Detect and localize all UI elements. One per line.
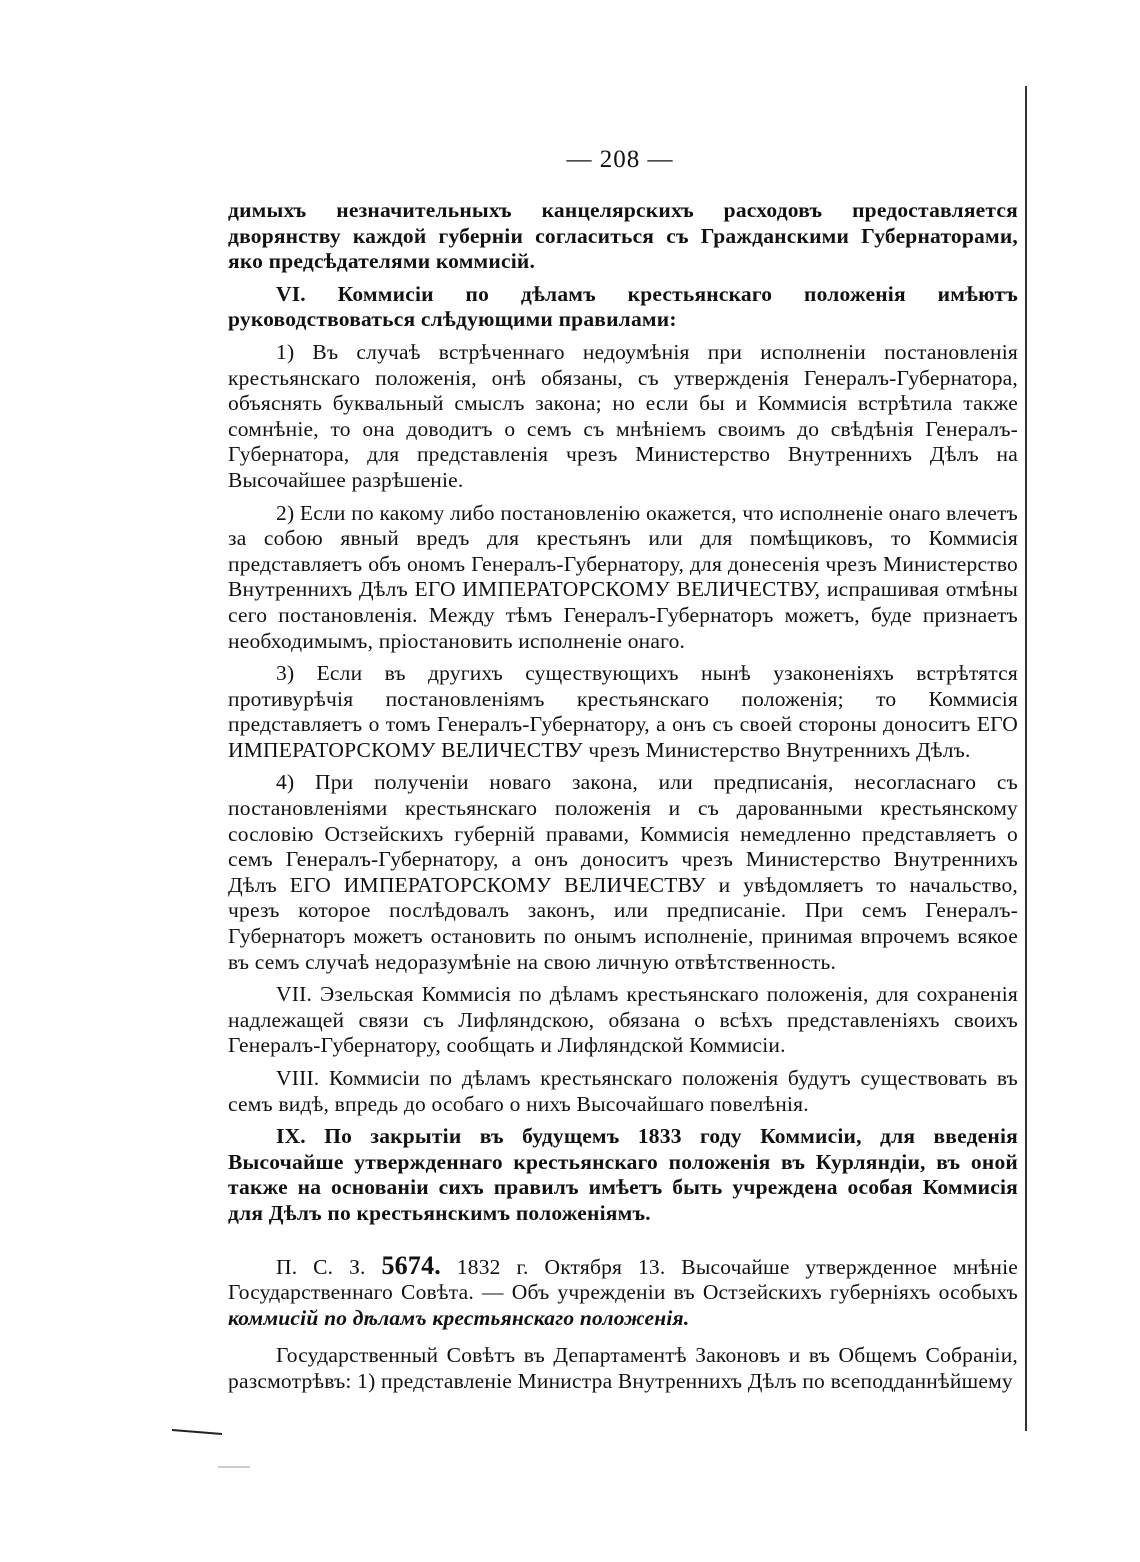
section-viii: VIII. Коммисіи по дѣламъ крестьянскаго положенія будутъ существовать въ семъ видѣ, впредь до особаго о нихъ Высочайшаго повелѣнія.	[228, 1066, 1018, 1116]
law-number: 5674.	[381, 1250, 441, 1280]
law-subject: коммисій по дѣламъ крестьянскаго положенія.	[228, 1305, 690, 1330]
section-vi: VI. Коммисіи по дѣламъ крестьянскаго положенія имѣютъ руководствоваться слѣдующими правилами:	[228, 281, 1018, 332]
section-vii: VII. Эзельская Коммисія по дѣламъ крестьянскаго положенія, для сохраненія надлежащей связи съ Лифляндскою, обязана о всѣхъ представленіяхъ своихъ Генералъ-Губернатору, сообщать и Лифляндской Коммисіи.	[228, 982, 1018, 1058]
paragraph-continuation: димыхъ незначительныхъ канцелярскихъ расходовъ предоставляется дворянству каждой губерніи согласиться съ Гражданскими Губернаторами, яко предсѣдателями коммисій.	[228, 198, 1018, 274]
page-number: — 208 —	[566, 146, 674, 173]
rule-4: 4) При полученіи новаго закона, или предписанія, несогласнаго съ постановленіями крестьянскаго положенія и съ дарованными крестьянскому сословію Остзейскихъ губерній правами, Коммисія немедленно представляетъ о семъ Генералъ-Губернатору, а онъ доноситъ чрезъ Министерство Внутреннихъ Дѣлъ ЕГО ИМПЕРАТОРСКОМУ ВЕЛИЧЕСТВУ и увѣдомляетъ то начальство, чрезъ которое послѣдовалъ законъ, или предписаніе. При семъ Генералъ-Губернаторъ можетъ остановить по онымъ исполненіе, принимая впрочемъ всякое въ семъ случаѣ недоразумѣніе на свою личную отвѣтственность.	[228, 770, 1018, 974]
rule-2: 2) Если по какому либо постановленію окажется, что исполненіе онаго влечетъ за собою явный вредъ для крестьянъ или для помѣщиковъ, то Коммисія представляетъ объ ономъ Генералъ-Губернатору, для донесенія чрезъ Министерство Внутреннихъ Дѣлъ ЕГО ИМПЕРАТОРСКОМУ ВЕЛИЧЕСТВУ, испрашивая отмѣны сего постановленія. Между тѣмъ Генералъ-Губернаторъ можетъ, буде признаетъ необходимымъ, пріостановить исполненіе онаго.	[228, 500, 1018, 653]
rule-1: 1) Въ случаѣ встрѣченнаго недоумѣнія при исполненіи постановленія крестьянскаго положенія, онѣ обязаны, съ утвержденія Генералъ-Губернатора, объяснять буквальный смыслъ закона; но если бы и Коммисія встрѣтила также сомнѣніе, то она доводитъ о семъ съ мнѣніемъ своимъ до свѣдѣнія Генералъ-Губернатора, для представленія чрезъ Министерство Внутреннихъ Дѣлъ на Высочайшее разрѣшеніе.	[228, 339, 1018, 492]
law-heading	[228, 1250, 1019, 1332]
law-heading-text: 1832 г. Октября 13. Высочайше утвержденное мнѣніе Государственнаго Совѣта. — Объ учрежденіи въ Остзейскихъ губерніяхъ особыхъ	[228, 1254, 1019, 1305]
final-paragraph: Государственный Совѣтъ въ Департаментѣ Законовъ и въ Общемъ Собраніи, разсмотрѣвъ: 1) представленіе Министра Внутреннихъ Дѣлъ по всеподданнѣйшему	[228, 1343, 1018, 1393]
rule-3: 3) Если въ другихъ существующихъ нынѣ узаконеніяхъ встрѣтятся противурѣчія постановленіямъ крестьянскаго положенія; то Коммисія представляетъ о томъ Генералъ-Губернатору, а онъ съ своей стороны доноситъ ЕГО ИМПЕРАТОРСКОМУ ВЕЛИЧЕСТВУ чрезъ Министерство Внутреннихъ Дѣлъ.	[228, 661, 1018, 762]
page-body	[228, 198, 1018, 1402]
section-ix: IX. По закрытіи въ будущемъ 1833 году Коммисіи, для введенія Высочайше утвержденнаго крестьянскаго положенія въ Курляндіи, въ оной также на основаніи сихъ правилъ имѣетъ быть учреждена особая Коммисія для Дѣлъ по крестьянскимъ положеніямъ.	[228, 1124, 1018, 1225]
page-edge-rule	[1025, 86, 1027, 1431]
scan-speck	[172, 1430, 222, 1434]
scan-specks	[160, 1420, 280, 1480]
law-prefix: П. С. З.	[276, 1254, 366, 1279]
